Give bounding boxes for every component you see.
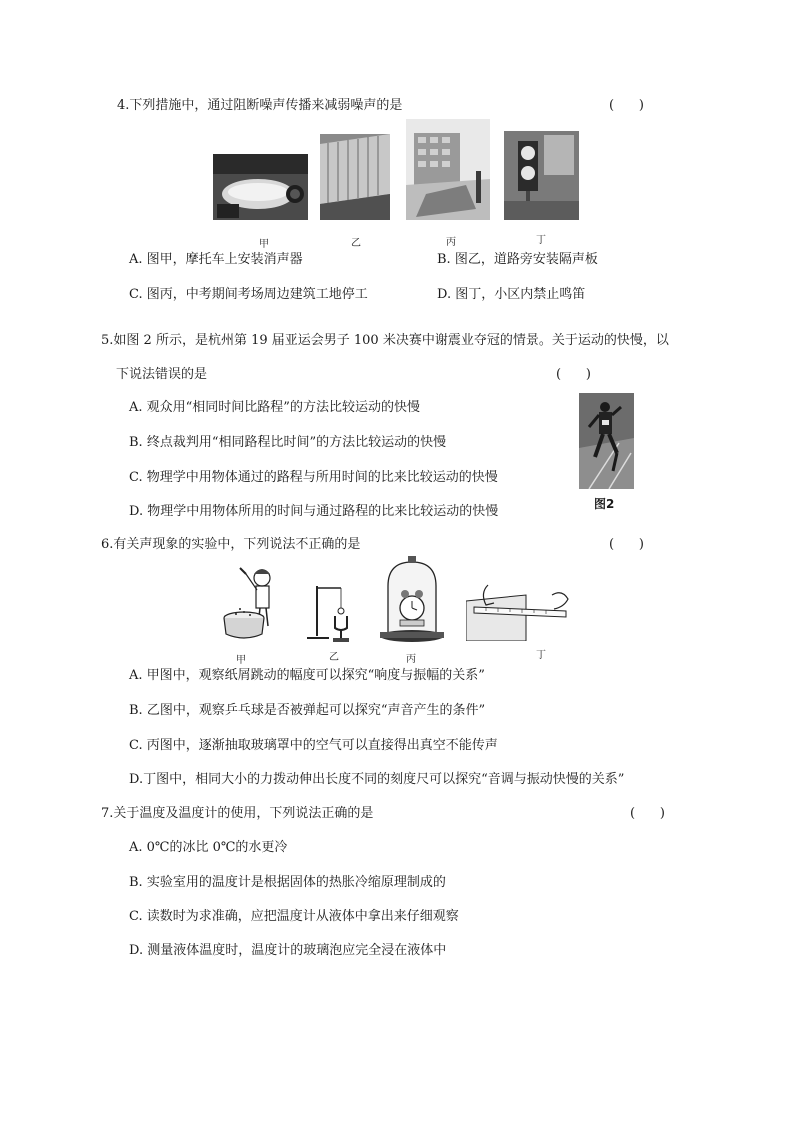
q7-option-a: A. 0℃的冰比 0℃的水更冷 [129,840,288,855]
q4-option-c: C. 图丙，中考期间考场周边建筑工地停工 [129,287,368,302]
q5-stem-line2: 下说法错误的是 [116,367,208,382]
q4-photo-bing-construction-site [406,119,490,220]
q4-option-b: B. 图乙，道路旁安装隔声板 [437,252,598,267]
q4-answer-bracket: ( ) [609,98,644,113]
q6-figure-jia-drum [220,562,282,644]
q6-option-a: A. 甲图中，观察纸屑跳动的幅度可以探究“响度与振幅的关系” [129,668,485,683]
q5-answer-bracket: ( ) [556,367,591,382]
q5-option-a: A. 观众用“相同时间比路程”的方法比较运动的快慢 [129,400,420,415]
q6-figure-ding-ruler [466,583,570,641]
q6-caption-bing: 丙 [406,654,416,665]
q5-option-c: C. 物理学中用物体通过的路程与所用时间的比来比较运动的快慢 [129,470,498,485]
q5-option-b: B. 终点裁判用“相同路程比时间”的方法比较运动的快慢 [129,435,447,450]
q6-caption-ding: 丁 [536,650,546,661]
q5-option-d: D. 物理学中用物体所用的时间与通过路程的比来比较运动的快慢 [129,504,499,519]
q6-option-d: D.丁图中，相同大小的力拨动伸出长度不同的刻度尺可以探究“音调与振动快慢的关系” [129,772,625,787]
q7-answer-bracket: ( ) [630,806,665,821]
q4-photo-yi-sound-barrier [320,134,390,220]
q6-answer-bracket: ( ) [609,537,644,552]
q6-figure-yi-tuning-fork [305,580,360,644]
q4-stem: 4.下列措施中，通过阻断噪声传播来减弱噪声的是 [117,98,403,113]
q7-option-c: C. 读数时为求准确，应把温度计从液体中拿出来仔细观察 [129,909,459,924]
q7-option-d: D. 测量液体温度时，温度计的玻璃泡应完全浸在液体中 [129,943,447,958]
q4-option-d: D. 图丁，小区内禁止鸣笛 [437,287,586,302]
q6-stem: 6.有关声现象的实验中，下列说法不正确的是 [101,537,361,552]
q4-caption-bing: 丙 [446,237,456,248]
q6-figure-bing-bell-jar [378,556,446,646]
q4-photo-jia-motorcycle-muffler [213,154,308,220]
q4-caption-jia: 甲 [259,239,269,250]
q4-photo-ding-no-honking-sign [504,131,579,220]
q4-caption-yi: 乙 [351,238,361,249]
q7-stem: 7.关于温度及温度计的使用，下列说法正确的是 [101,806,374,821]
q6-option-c: C. 丙图中，逐渐抽取玻璃罩中的空气可以直接得出真空不能传声 [129,738,498,753]
q4-caption-ding: 丁 [536,235,546,246]
q6-option-b: B. 乙图中，观察乒乓球是否被弹起可以探究“声音产生的条件” [129,703,486,718]
q5-photo-sprinter [579,393,634,489]
q4-option-a: A. 图甲，摩托车上安装消声器 [129,252,303,267]
q6-caption-yi: 乙 [329,652,339,663]
q7-option-b: B. 实验室用的温度计是根据固体的热胀冷缩原理制成的 [129,875,446,890]
q6-caption-jia: 甲 [236,655,246,666]
q5-figure-label: 图2 [594,497,615,511]
q5-stem-line1: 5.如图 2 所示，是杭州第 19 届亚运会男子 100 米决赛中谢震业夺冠的情景。关于运动的快慢，以 [101,333,669,348]
